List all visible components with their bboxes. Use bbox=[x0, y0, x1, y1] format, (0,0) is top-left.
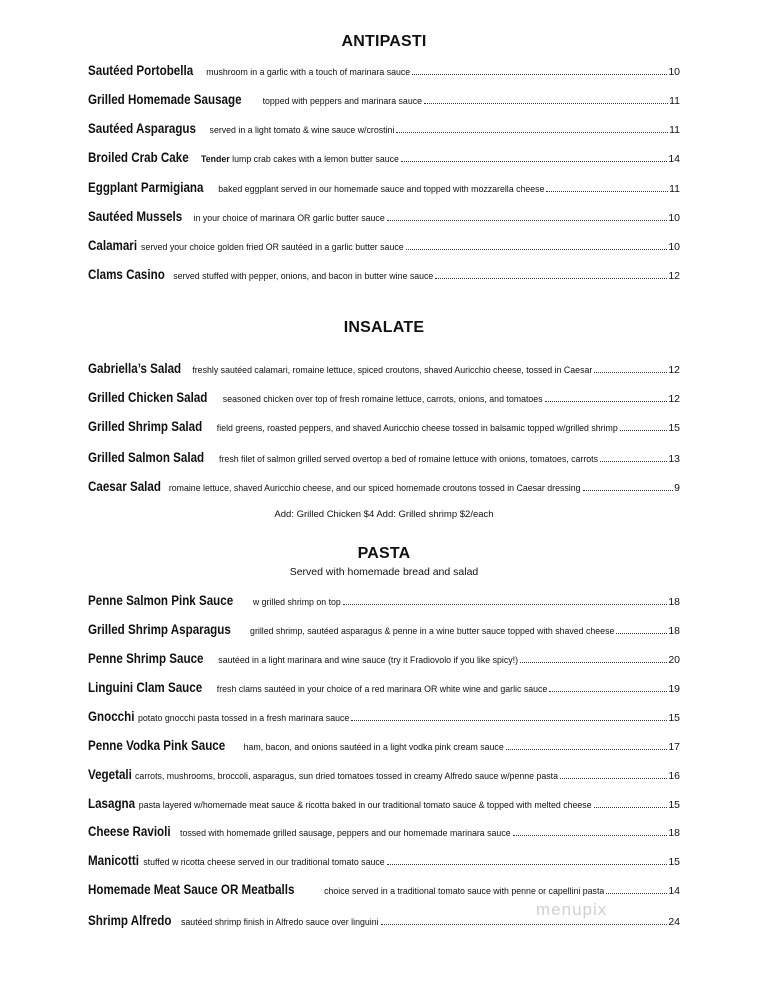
dot-leader bbox=[520, 662, 667, 663]
item-name: Lasagna bbox=[88, 796, 136, 811]
item-name: Penne Vodka Pink Sauce bbox=[88, 738, 226, 753]
item-price: 12 bbox=[668, 270, 680, 282]
item-name: Gabriella’s Salad bbox=[88, 361, 182, 376]
item-price: 11 bbox=[669, 183, 680, 195]
item-price: 18 bbox=[668, 625, 680, 637]
dot-leader bbox=[594, 807, 668, 808]
item-price: 14 bbox=[668, 153, 680, 165]
item-description: carrots, mushrooms, broccoli, asparagus, sun dried tomatoes tossed in creamy Alfredo sauce w/penne pasta bbox=[135, 771, 558, 781]
menu-item bbox=[88, 593, 680, 611]
item-description: grilled shrimp, sautéed asparagus & penne in a wine butter sauce topped with shaved cheese bbox=[250, 626, 615, 636]
dot-leader bbox=[606, 893, 667, 894]
dot-leader bbox=[546, 191, 668, 192]
item-name: Penne Salmon Pink Sauce bbox=[88, 593, 234, 608]
item-description: served in a light tomato & wine sauce w/crostini bbox=[209, 125, 395, 135]
dot-leader bbox=[560, 778, 667, 779]
dot-leader bbox=[387, 220, 668, 221]
menu-item bbox=[88, 450, 680, 468]
item-name: Grilled Salmon Salad bbox=[88, 450, 205, 465]
item-price: 18 bbox=[668, 596, 680, 608]
item-description: topped with peppers and marinara sauce bbox=[262, 96, 423, 106]
dot-leader bbox=[545, 401, 668, 402]
item-name: Calamari bbox=[88, 238, 138, 253]
item-price: 14 bbox=[668, 885, 680, 897]
dot-leader bbox=[396, 132, 668, 133]
item-name: Sautéed Portobella bbox=[88, 63, 194, 78]
item-price: 10 bbox=[668, 241, 680, 253]
item-name: Grilled Chicken Salad bbox=[88, 390, 208, 405]
item-description: served your choice golden fried OR sautéed in a garlic butter sauce bbox=[141, 242, 404, 252]
item-name: Clams Casino bbox=[88, 267, 165, 282]
item-price: 16 bbox=[668, 770, 680, 782]
item-price: 20 bbox=[668, 654, 680, 666]
item-name: Homemade Meat Sauce OR Meatballs bbox=[88, 882, 295, 897]
pasta-title: PASTA bbox=[357, 545, 411, 562]
dot-leader bbox=[513, 835, 668, 836]
menu-item bbox=[88, 709, 680, 727]
menu-item bbox=[88, 361, 680, 379]
dot-leader bbox=[549, 691, 667, 692]
item-name: Grilled Homemade Sausage bbox=[88, 92, 242, 107]
item-name: Gnocchi bbox=[88, 709, 135, 724]
item-name: Vegetali bbox=[88, 767, 132, 782]
item-description: ham, bacon, and onions sautéed in a light vodka pink cream sauce bbox=[243, 742, 504, 752]
dot-leader bbox=[401, 161, 667, 162]
item-name: Caesar Salad bbox=[88, 479, 161, 494]
dot-leader bbox=[406, 249, 668, 250]
dot-leader bbox=[616, 633, 667, 634]
menu-item bbox=[88, 882, 680, 900]
menu-item bbox=[88, 390, 680, 408]
item-description: mushroom in a garlic with a touch of marinara sauce bbox=[206, 67, 411, 77]
dot-leader bbox=[594, 372, 667, 373]
dot-leader bbox=[424, 103, 668, 104]
item-price: 15 bbox=[668, 422, 680, 434]
item-description: choice served in a traditional tomato sauce with penne or capellini pasta bbox=[324, 886, 605, 896]
item-description: field greens, roasted peppers, and shaved Auricchio cheese tossed in balsamic topped w/grilled shrimp bbox=[216, 423, 618, 433]
item-description: romaine lettuce, shaved Auricchio cheese, and our spiced homemade croutons tossed in Caesar dressing bbox=[168, 483, 581, 493]
menu-item bbox=[88, 824, 680, 842]
dot-leader bbox=[600, 461, 667, 462]
item-description: seasoned chicken over top of fresh romaine lettuce, carrots, onions, and tomatoes bbox=[222, 394, 543, 404]
menu-item bbox=[88, 651, 680, 669]
item-description: fresh clams sautéed in your choice of a red marinara OR white wine and garlic sauce bbox=[216, 684, 548, 694]
menu-item bbox=[88, 121, 680, 139]
item-price: 15 bbox=[668, 712, 680, 724]
item-price: 11 bbox=[669, 95, 680, 107]
item-description: Tender lump crab cakes with a lemon butter sauce bbox=[201, 154, 399, 164]
item-name: Sautéed Mussels bbox=[88, 209, 183, 224]
item-description: freshly sautéed calamari, romaine lettuce, spiced croutons, shaved Auricchio cheese, tossed in Caesar bbox=[192, 365, 593, 375]
menu-item bbox=[88, 853, 680, 871]
item-price: 11 bbox=[669, 124, 680, 136]
menu-item bbox=[88, 238, 680, 256]
item-name: Manicotti bbox=[88, 853, 139, 868]
dot-leader bbox=[351, 720, 667, 721]
dot-leader bbox=[381, 924, 668, 925]
menu-item bbox=[88, 150, 680, 168]
item-price: 12 bbox=[668, 393, 680, 405]
insalate-title: INSALATE bbox=[343, 319, 425, 336]
item-name: Cheese Ravioli bbox=[88, 824, 171, 839]
item-price: 13 bbox=[668, 453, 680, 465]
dot-leader bbox=[435, 278, 667, 279]
item-description: served stuffed with pepper, onions, and bacon in butter wine sauce bbox=[173, 271, 434, 281]
menu-item bbox=[88, 209, 680, 227]
item-price: 17 bbox=[668, 741, 680, 753]
item-price: 18 bbox=[668, 827, 680, 839]
dot-leader bbox=[583, 490, 674, 491]
item-price: 15 bbox=[668, 856, 680, 868]
item-price: 19 bbox=[668, 683, 680, 695]
menu-item bbox=[88, 796, 680, 814]
watermark: menupix bbox=[536, 900, 608, 919]
item-name: Grilled Shrimp Salad bbox=[88, 419, 203, 434]
menu-item bbox=[88, 738, 680, 756]
pasta-subtitle: Served with homemade bread and salad bbox=[289, 566, 479, 578]
menu-item bbox=[88, 92, 680, 110]
menu-item bbox=[88, 479, 680, 497]
item-description: pasta layered w/homemade meat sauce & ricotta baked in our traditional tomato sauce & topped with melted cheese bbox=[138, 800, 592, 810]
item-price: 10 bbox=[668, 66, 680, 78]
insalate-add-note: Add: Grilled Chicken $4 Add: Grilled shrimp $2/each bbox=[274, 509, 494, 520]
antipasti-title: ANTIPASTI bbox=[341, 33, 427, 50]
dot-leader bbox=[412, 74, 667, 75]
item-description: fresh filet of salmon grilled served overtop a bed of romaine lettuce with onions, tomatoes, carrots bbox=[219, 454, 598, 464]
item-price: 10 bbox=[668, 212, 680, 224]
item-name: Broiled Crab Cake bbox=[88, 150, 189, 165]
item-description: sautéed in a light marinara and wine sauce (try it Fradiovolo if you like spicy!) bbox=[218, 655, 519, 665]
item-description: tossed with homemade grilled sausage, peppers and our homemade marinara sauce bbox=[180, 828, 511, 838]
item-description: sautéed shrimp finish in Alfredo sauce over linguini bbox=[181, 917, 379, 927]
item-description: w grilled shrimp on top bbox=[252, 597, 341, 607]
dot-leader bbox=[343, 604, 667, 605]
item-description: potato gnocchi pasta tossed in a fresh marinara sauce bbox=[138, 713, 350, 723]
menu-item bbox=[88, 267, 680, 285]
item-description: baked eggplant served in our homemade sauce and topped with mozzarella cheese bbox=[218, 184, 545, 194]
item-tag: Tender bbox=[201, 154, 233, 164]
item-name: Linguini Clam Sauce bbox=[88, 680, 203, 695]
dot-leader bbox=[387, 864, 668, 865]
menu-item bbox=[88, 680, 680, 698]
item-price: 12 bbox=[668, 364, 680, 376]
dot-leader bbox=[506, 749, 668, 750]
menu-item bbox=[88, 180, 680, 198]
item-description: stuffed w ricotta cheese served in our traditional tomato sauce bbox=[143, 857, 385, 867]
item-name: Eggplant Parmigiana bbox=[88, 180, 204, 195]
menu-item bbox=[88, 63, 680, 81]
item-price: 24 bbox=[668, 916, 680, 928]
item-price: 9 bbox=[674, 482, 680, 494]
item-name: Penne Shrimp Sauce bbox=[88, 651, 204, 666]
menu-item bbox=[88, 419, 680, 437]
menu-item bbox=[88, 767, 680, 785]
item-description: in your choice of marinara OR garlic butter sauce bbox=[193, 213, 385, 223]
item-price: 15 bbox=[668, 799, 680, 811]
item-name: Sautéed Asparagus bbox=[88, 121, 196, 136]
dot-leader bbox=[620, 430, 668, 431]
item-name: Grilled Shrimp Asparagus bbox=[88, 622, 231, 637]
menu-item bbox=[88, 622, 680, 640]
item-name: Shrimp Alfredo bbox=[88, 913, 172, 928]
